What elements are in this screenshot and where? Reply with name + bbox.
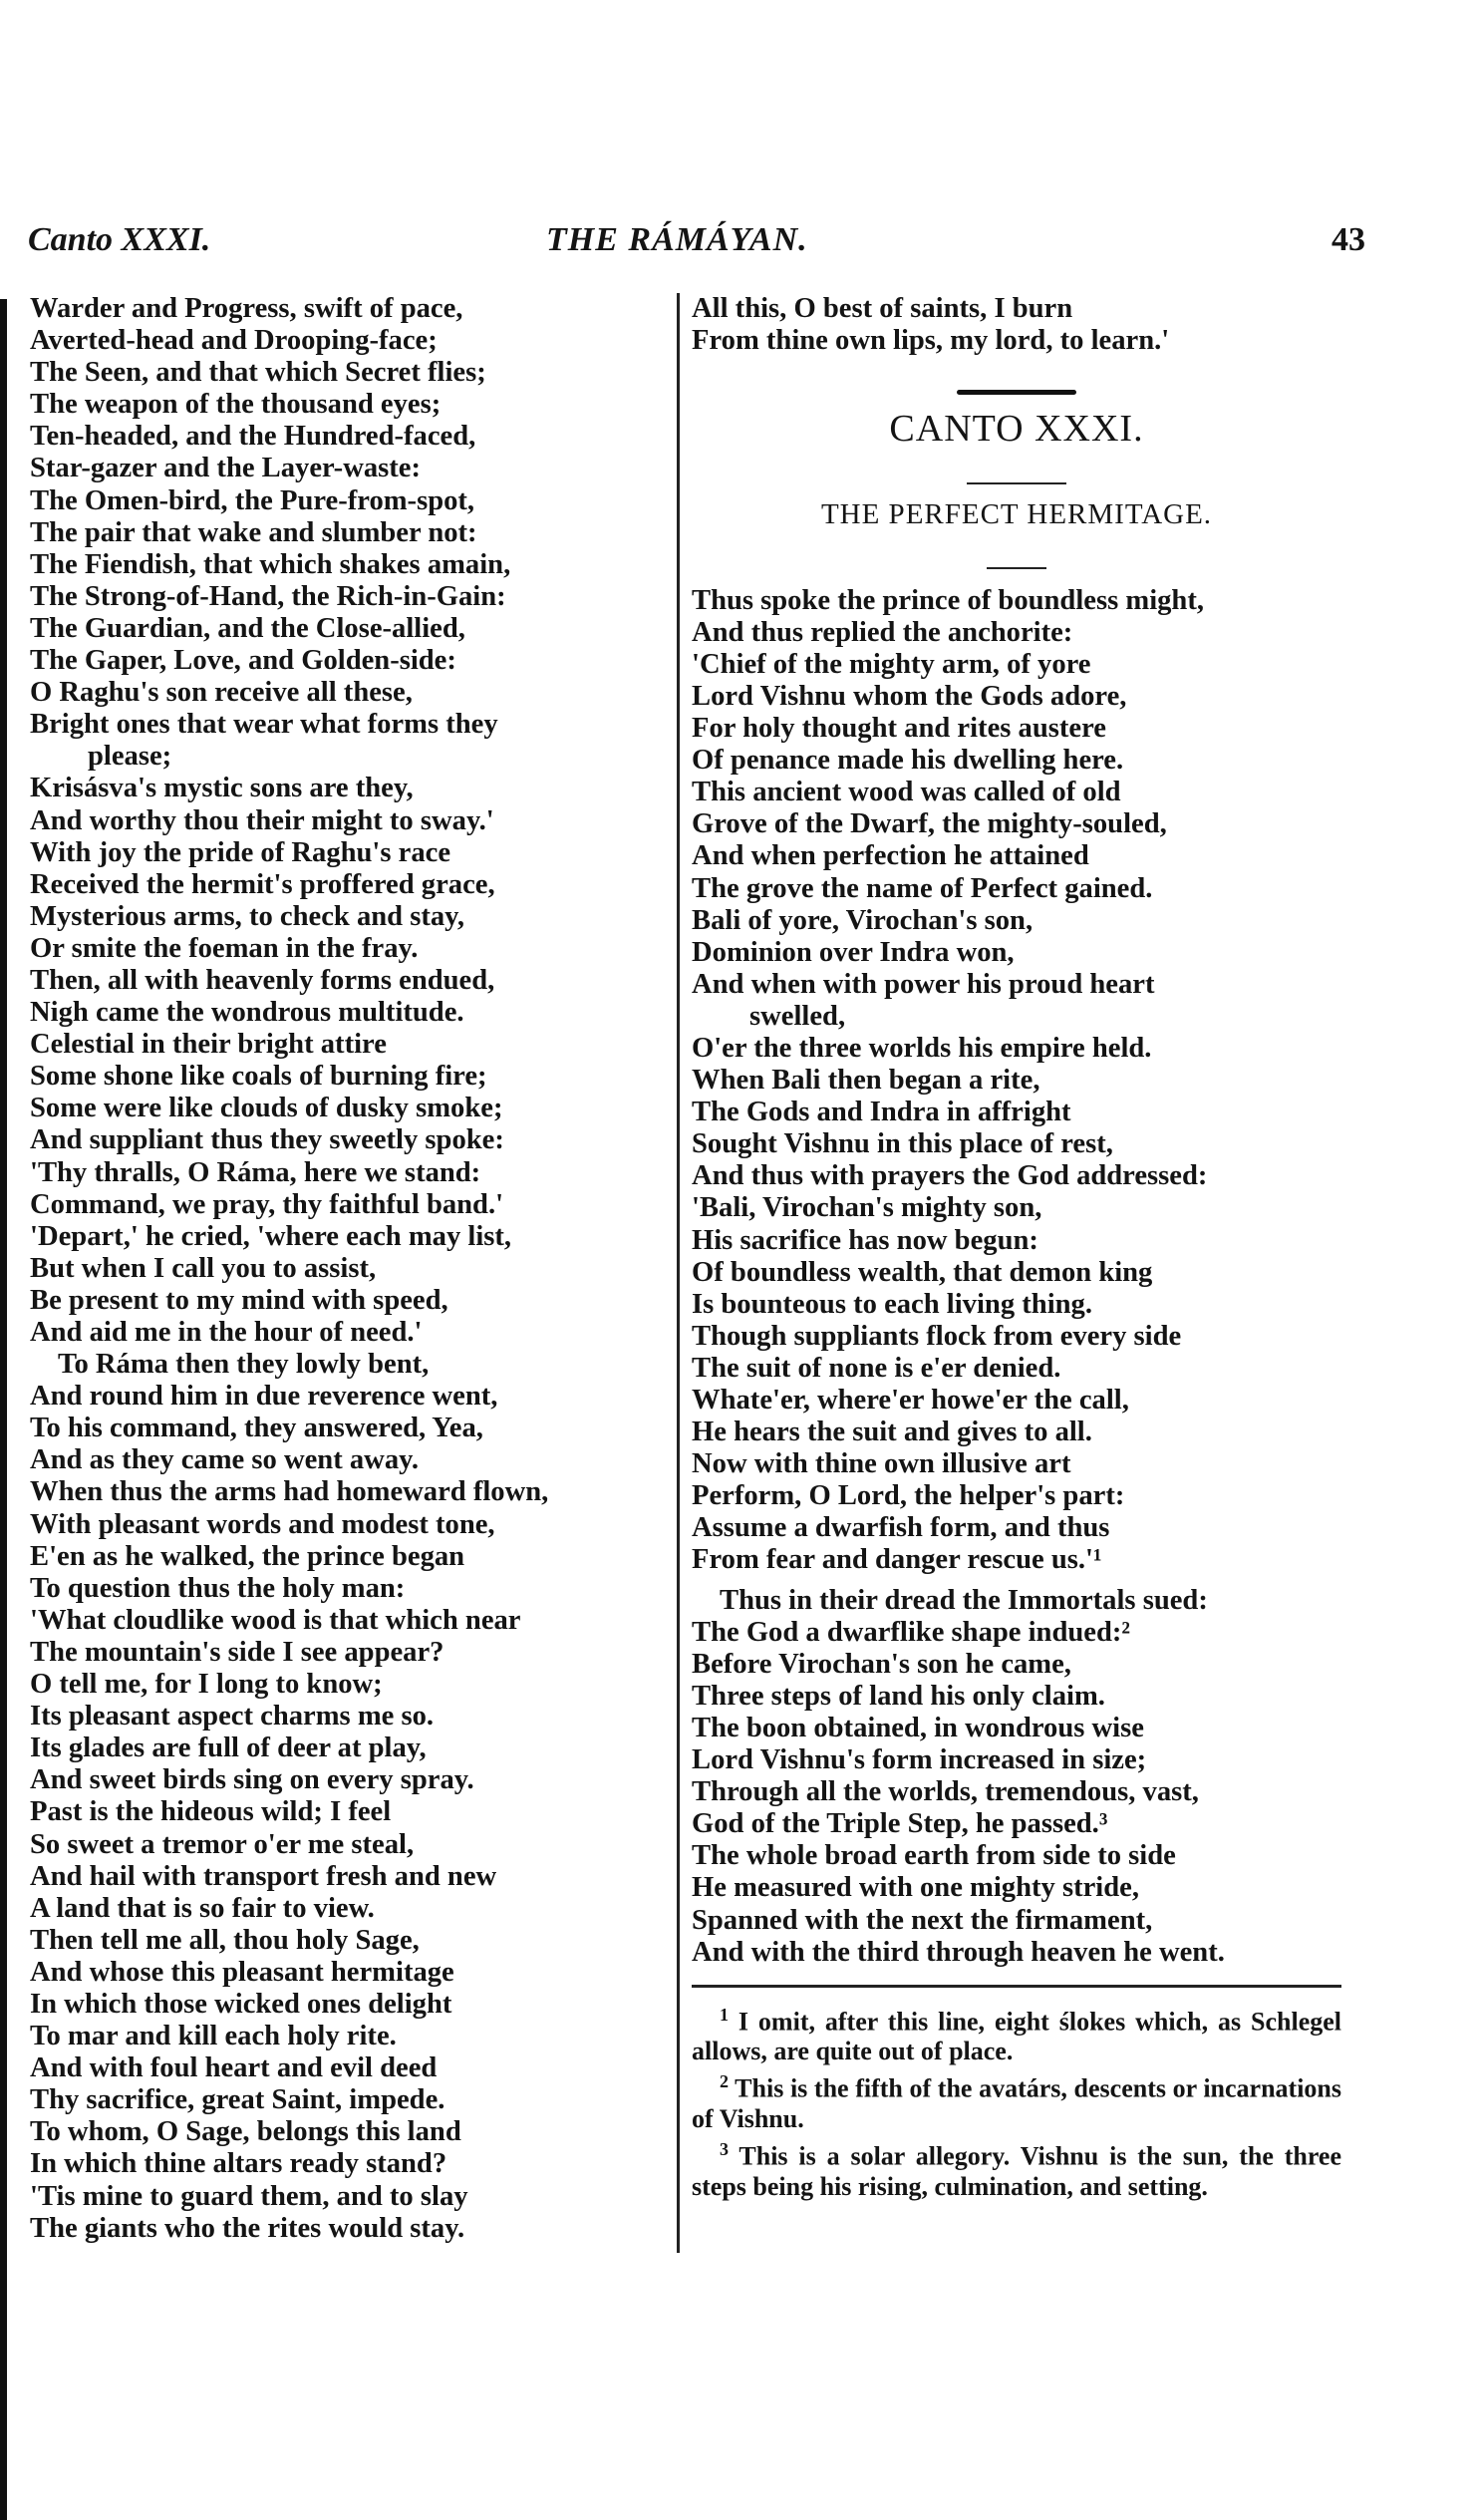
verse-line: A land that is so fair to view. — [30, 1892, 375, 1924]
verse-line: 'Tis mine to guard them, and to slay — [30, 2180, 468, 2212]
verse-line: Grove of the Dwarf, the mighty-souled, — [692, 808, 1167, 840]
verse-line: The God a dwarflike shape indued:² — [692, 1616, 1130, 1648]
verse-line: With pleasant words and modest tone, — [30, 1508, 495, 1540]
verse-line: The Gaper, Love, and Golden-side: — [30, 645, 456, 677]
verse-line: Bali of yore, Virochan's son, — [692, 904, 1034, 936]
ornament-divider — [692, 371, 1341, 403]
verse-line: Warder and Progress, swift of pace, — [30, 293, 463, 324]
verse-line: Perform, O Lord, the helper's part: — [692, 1480, 1125, 1512]
footnote — [692, 2000, 1341, 2067]
verse-line: 'Thy thralls, O Ráma, here we stand: — [30, 1156, 481, 1188]
verse-line: Nigh came the wondrous multitude. — [30, 997, 464, 1029]
verse-line: Krisásva's mystic sons are they, — [30, 773, 414, 804]
verse-line: With joy the pride of Raghu's race — [30, 836, 451, 868]
verse-line: Ten-headed, and the Hundred-faced, — [30, 421, 476, 453]
verse-line: The Omen-bird, the Pure-from-spot, — [30, 484, 475, 516]
verse-line: And hail with transport fresh and new — [30, 1860, 497, 1892]
verse-line: Now with thine own illusive art — [692, 1448, 1071, 1480]
verse-line: Assume a dwarfish form, and thus — [692, 1512, 1110, 1544]
verse-line: Bright ones that wear what forms they — [30, 709, 498, 741]
verse-line: And worthy thou their might to sway.' — [30, 804, 494, 836]
verse-line: Then, all with heavenly forms endued, — [30, 964, 495, 996]
verse-line: In which those wicked ones delight — [30, 1988, 452, 2020]
verse-line: So sweet a tremor o'er me steal, — [30, 1828, 415, 1860]
verse-block-a — [692, 585, 1341, 1577]
verse-line: Sought Vishnu in this place of rest, — [692, 1128, 1113, 1160]
verse-line: Thus in their dread the Immortals sued: — [720, 1584, 1208, 1616]
verse-line: Dominion over Indra won, — [692, 936, 1015, 968]
running-header — [28, 221, 1365, 271]
verse-line: Before Virochan's son he came, — [692, 1648, 1071, 1680]
left-column — [30, 293, 668, 2245]
verse-line: And as they came so went away. — [30, 1444, 419, 1476]
verse-line: And when with power his proud heart — [692, 968, 1155, 1000]
verse-line: His sacrifice has now begun: — [692, 1224, 1038, 1256]
header-book-title: THE RÁMÁYAN. — [546, 221, 808, 258]
footnote-text: I omit, after this line, eight ślokes which, as Schlegel allows, are quite out of place. — [692, 2007, 1341, 2066]
verse-line: All this, O best of saints, I burn — [692, 293, 1073, 324]
verse-line: And whose this pleasant hermitage — [30, 1956, 454, 1988]
canto-title: CANTO XXXI. — [889, 408, 1144, 451]
verse-line: And aid me in the hour of need.' — [30, 1317, 423, 1348]
verse-line: Thus spoke the prince of boundless might, — [692, 584, 1205, 616]
verse-line: And round him in due reverence went, — [30, 1381, 498, 1413]
verse-line: swelled, — [749, 1000, 846, 1032]
verse-line: O tell me, for I long to know; — [30, 1669, 383, 1701]
footnotes — [692, 2000, 1341, 2202]
verse-line: When Bali then began a rite, — [692, 1065, 1040, 1097]
verse-line: Past is the hideous wild; I feel — [30, 1796, 392, 1828]
verse-line: To his command, they answered, Yea, — [30, 1413, 483, 1444]
verse-line: 'Depart,' he cried, 'where each may list, — [30, 1220, 512, 1252]
footnote — [692, 2134, 1341, 2202]
verse-line: The Strong-of-Hand, the Rich-in-Gain: — [30, 580, 506, 612]
verse-line: For holy thought and rites austere — [692, 713, 1106, 745]
subtitle-rule — [692, 545, 1341, 577]
verse-line: From fear and danger rescue us.'¹ — [692, 1544, 1102, 1576]
verse-line: Be present to my mind with speed, — [30, 1284, 448, 1316]
footnote — [692, 2066, 1341, 2134]
verse-line: And thus replied the anchorite: — [692, 616, 1073, 648]
verse-line: In which thine altars ready stand? — [30, 2148, 447, 2180]
verse-line: 'What cloudlike wood is that which near — [30, 1604, 521, 1636]
verse-line: Is bounteous to each living thing. — [692, 1288, 1092, 1320]
verse-line: The Fiendish, that which shakes amain, — [30, 548, 511, 580]
verse-line: Averted-head and Drooping-face; — [30, 325, 438, 357]
verse-line: To mar and kill each holy rite. — [30, 2021, 397, 2052]
footnote-rule — [692, 1985, 1341, 1988]
footnote-mark: 3 — [720, 2139, 729, 2159]
page-number: 43 — [1331, 221, 1365, 258]
verse-line: But when I call you to assist, — [30, 1252, 377, 1284]
verse-line: Whate'er, where'er howe'er the call, — [692, 1385, 1129, 1416]
verse-line: God of the Triple Step, he passed.³ — [692, 1808, 1108, 1840]
verse-line: Three steps of land his only claim. — [692, 1680, 1105, 1712]
verse-line: And with foul heart and evil deed — [30, 2052, 438, 2084]
verse-line: The suit of none is e'er denied. — [692, 1352, 1061, 1384]
verse-line: And sweet birds sing on every spray. — [30, 1764, 474, 1796]
verse-line: The pair that wake and slumber not: — [30, 516, 477, 548]
verse-line: Command, we pray, thy faithful band.' — [30, 1188, 504, 1220]
verse-line: Lord Vishnu whom the Gods adore, — [692, 680, 1127, 712]
verse-line: Lord Vishnu's form increased in size; — [692, 1744, 1147, 1776]
canto-xxx-ending — [692, 293, 1341, 357]
footnote-mark: 1 — [720, 2004, 729, 2025]
right-column — [692, 293, 1341, 2202]
footnote-mark: 2 — [720, 2071, 729, 2092]
footnote-text: This is a solar allegory. Vishnu is the sun, the three steps being his rising, culmination, and setting. — [692, 2141, 1341, 2201]
verse-line: Some were like clouds of dusky smoke; — [30, 1093, 503, 1124]
footnote-text: This is the fifth of the avatárs, descents or incarnations of Vishnu. — [692, 2074, 1341, 2133]
verse-line: And with the third through heaven he went. — [692, 1936, 1225, 1968]
verse-line: Some shone like coals of burning fire; — [30, 1061, 487, 1093]
verse-line: The mountain's side I see appear? — [30, 1636, 444, 1668]
column-divider — [677, 293, 680, 2253]
verse-line: please; — [88, 741, 172, 773]
verse-line: The boon obtained, in wondrous wise — [692, 1712, 1144, 1743]
verse-line: And suppliant thus they sweetly spoke: — [30, 1124, 504, 1156]
verse-line: When thus the arms had homeward flown, — [30, 1476, 549, 1508]
verse-line: From thine own lips, my lord, to learn.' — [692, 325, 1170, 357]
verse-line: To Ráma then they lowly bent, — [58, 1349, 430, 1381]
verse-line: The Seen, and that which Secret flies; — [30, 357, 486, 389]
verse-line: Its glades are full of deer at play, — [30, 1732, 427, 1764]
verse-line: He measured with one mighty stride, — [692, 1872, 1139, 1904]
verse-line: Spanned with the next the firmament, — [692, 1904, 1153, 1936]
verse-line: Celestial in their bright attire — [30, 1029, 387, 1061]
title-rule — [692, 461, 1341, 492]
verse-line: And when perfection he attained — [692, 840, 1089, 872]
verse-line: To whom, O Sage, belongs this land — [30, 2116, 461, 2148]
header-canto: Canto XXXI. — [28, 221, 211, 258]
verse-line: E'en as he walked, the prince began — [30, 1540, 465, 1572]
verse-line: Or smite the foeman in the fray. — [30, 932, 419, 964]
verse-line: The giants who the rites would stay. — [30, 2212, 465, 2244]
verse-line: This ancient wood was called of old — [692, 777, 1121, 808]
verse-line: 'Bali, Virochan's mighty son, — [692, 1192, 1042, 1224]
verse-line: The grove the name of Perfect gained. — [692, 872, 1153, 904]
verse-block-b — [692, 1585, 1341, 1969]
verse-line: The Guardian, and the Close-allied, — [30, 612, 465, 644]
verse-line: He hears the suit and gives to all. — [692, 1417, 1092, 1448]
verse-line: Star-gazer and the Layer-waste: — [30, 453, 422, 484]
verse-line: O'er the three worlds his empire held. — [692, 1032, 1152, 1064]
verse-line: Though suppliants flock from every side — [692, 1320, 1182, 1352]
verse-line: Its pleasant aspect charms me so. — [30, 1701, 435, 1732]
verse-line: 'Chief of the mighty arm, of yore — [692, 648, 1091, 680]
page-edge-rule — [0, 299, 7, 2520]
verse-line: And thus with prayers the God addressed: — [692, 1160, 1208, 1192]
verse-line: To question thus the holy man: — [30, 1572, 406, 1604]
verse-line: Then tell me all, thou holy Sage, — [30, 1924, 420, 1956]
verse-line: The whole broad earth from side to side — [692, 1840, 1176, 1872]
verse-line: Of penance made his dwelling here. — [692, 745, 1124, 777]
verse-line: The weapon of the thousand eyes; — [30, 389, 442, 421]
verse-line: Thy sacrifice, great Saint, impede. — [30, 2084, 445, 2116]
verse-line: Of boundless wealth, that demon king — [692, 1256, 1153, 1288]
verse-line: O Raghu's son receive all these, — [30, 677, 413, 709]
verse-line: Mysterious arms, to check and stay, — [30, 900, 465, 932]
verse-line: The Gods and Indra in affright — [692, 1097, 1071, 1128]
verse-line: Through all the worlds, tremendous, vast, — [692, 1776, 1199, 1808]
verse-line: Received the hermit's proffered grace, — [30, 868, 495, 900]
canto-subtitle: THE PERFECT HERMITAGE. — [820, 498, 1213, 531]
